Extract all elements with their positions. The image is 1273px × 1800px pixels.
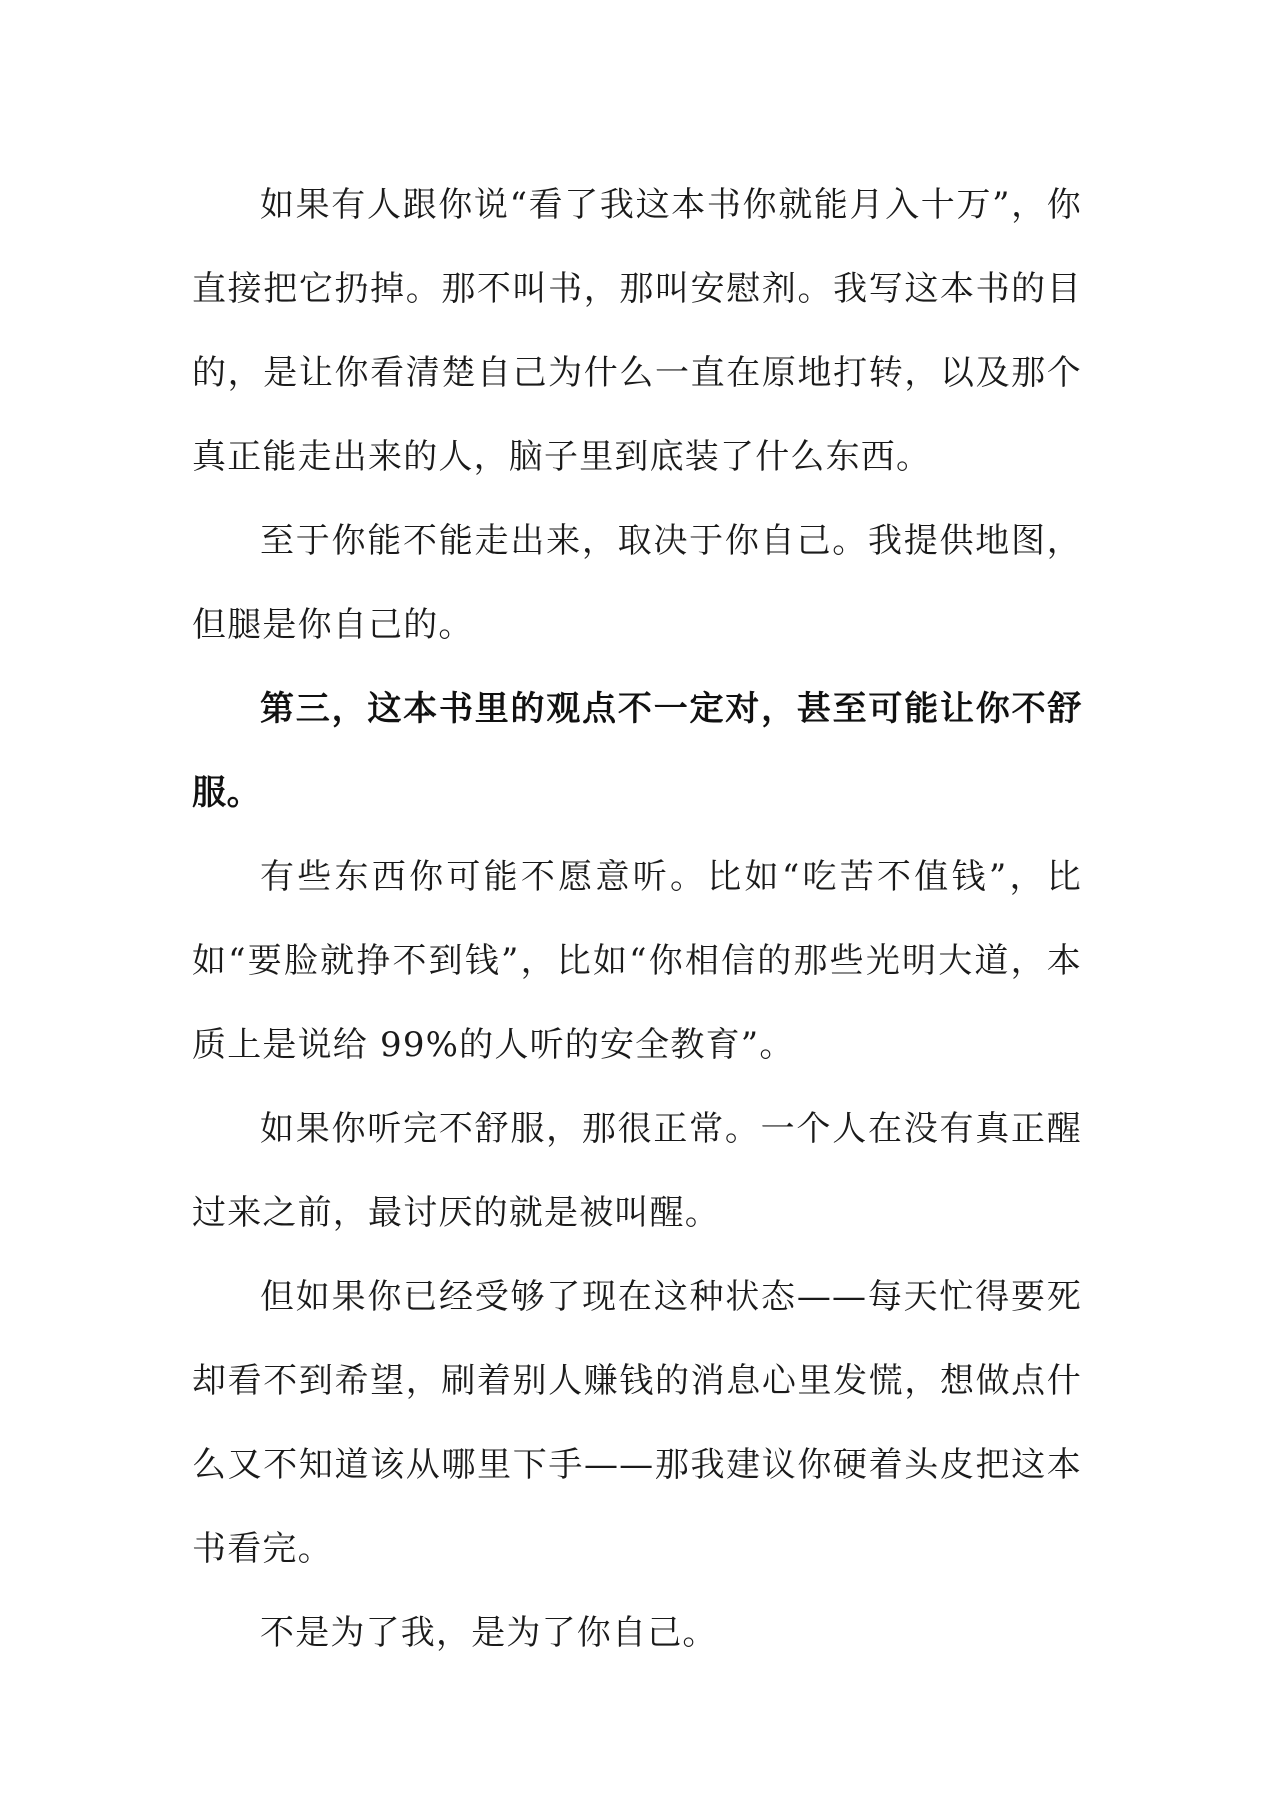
paragraph-map: 至于你能不能走出来，取决于你自己。我提供地图，但腿是你自己的。 bbox=[192, 521, 1082, 645]
section-heading-third: 第三，这本书里的观点不一定对，甚至可能让你不舒服。 bbox=[192, 689, 1082, 813]
paragraph-intro: 如果有人跟你说“看了我这本书你就能月入十万”，你直接把它扔掉。那不叫书，那叫安慰剂。我写这本书的目的，是让你看清楚自己为什么一直在原地打转，以及那个真正能走出来的人，脑子里到底装了什么东西。 bbox=[192, 185, 1082, 477]
paragraph-read-through: 但如果你已经受够了现在这种状态——每天忙得要死却看不到希望，刷着别人赚钱的消息心里发慌，想做点什么又不知道该从哪里下手——那我建议你硬着头皮把这本书看完。 bbox=[192, 1277, 1082, 1569]
paragraph-wake-up: 如果你听完不舒服，那很正常。一个人在没有真正醒过来之前，最讨厌的就是被叫醒。 bbox=[192, 1109, 1082, 1233]
paragraph-uncomfortable-truths: 有些东西你可能不愿意听。比如“吃苦不值钱”，比如“要脸就挣不到钱”，比如“你相信的那些光明大道，本质上是说给 99%的人听的安全教育”。 bbox=[192, 857, 1082, 1065]
document-body bbox=[192, 163, 1082, 1675]
paragraph-closing: 不是为了我，是为了你自己。 bbox=[260, 1613, 718, 1653]
